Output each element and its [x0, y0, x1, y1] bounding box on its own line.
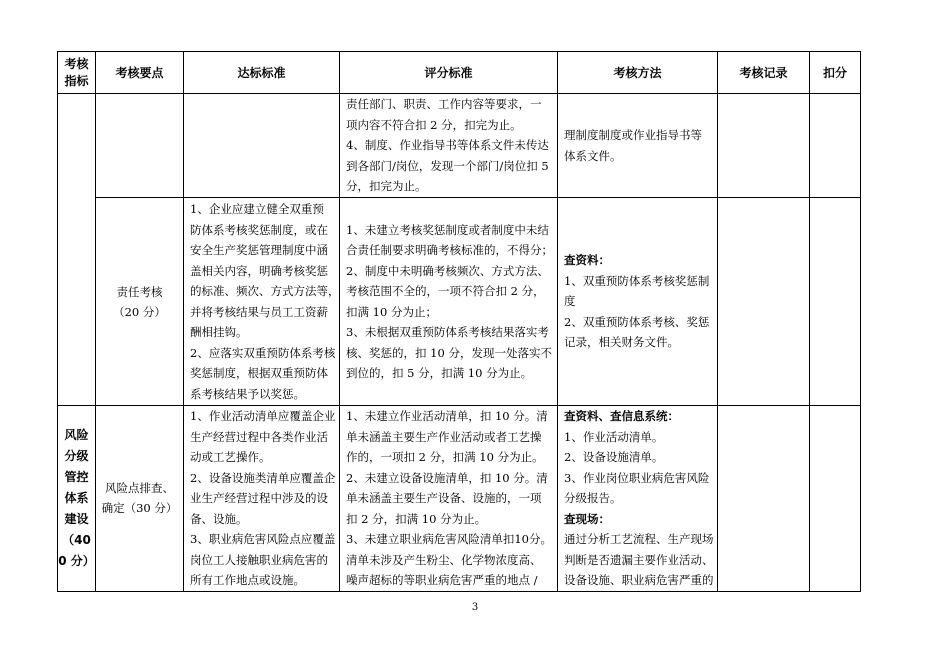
method-line: 1、作业活动清单。 [564, 429, 664, 444]
key-point-cell [96, 94, 184, 198]
standard-cell [184, 406, 340, 592]
deduction-cell [810, 406, 861, 592]
header-scoring: 评分标准 [340, 52, 558, 94]
standard-line: 系考核结果予以奖惩。 [190, 386, 305, 401]
standard-line: 岗位工人接触职业病危害的 [190, 552, 328, 567]
scoring-line: 2、未建立设备设施清单，扣 10 分。清 [346, 470, 548, 485]
scoring-line: 清单未涉及产生粉尘、化学物浓度高、 [346, 552, 542, 567]
scoring-line: 单未涵盖主要生产设备、设施的，一项 [346, 491, 542, 505]
method-cell [558, 94, 718, 198]
table-row [58, 198, 861, 406]
standard-line: 2、应落实双重预防体系考核 [190, 345, 336, 360]
header-deduction: 扣分 [810, 52, 861, 94]
standard-line: 酬相挂钩。 [190, 325, 248, 339]
scoring-line: 3、未根据双重预防体系考核结果落实考 [346, 325, 549, 339]
standard-line: 奖惩制度，根据双重预防体 [190, 366, 328, 380]
scoring-line: 扣 2 分，扣满 10 分为止。 [346, 511, 487, 526]
scoring-line: 扣满 10 分为止； [346, 304, 437, 319]
scoring-line: 1、未建立考核奖惩制度或者制度中未结 [346, 222, 549, 237]
scoring-cell [340, 94, 558, 198]
standard-line: 备、设施。 [190, 511, 248, 526]
indicator-line: 0 分） [58, 553, 95, 568]
scoring-line: 4、制度、作业指导书等体系文件未传达 [346, 138, 549, 153]
standard-line: 盖相关内容，明确考核奖惩 [190, 263, 328, 278]
method-line: 3、作业岗位职业病危害风险 [564, 470, 710, 485]
standard-line: 防体系考核奖惩制度，或在 [190, 222, 328, 237]
method-line: 通过分析工艺流程、生产现场 [564, 532, 714, 546]
deduction-cell [810, 198, 861, 406]
table-row [58, 94, 861, 198]
method-line: 设备设施、职业病危害严重的 [564, 573, 714, 587]
key-point-line: 责任考核 [116, 284, 163, 299]
scoring-line: 合责任制要求明确考核标准的，不得分； [346, 243, 553, 257]
indicator-line: 体系 [64, 490, 89, 505]
standard-line: 3、职业病危害风险点应覆盖 [190, 532, 336, 546]
method-line: 2、设备设施清单。 [564, 450, 664, 464]
indicator-cell-empty [58, 94, 96, 406]
key-point-cell [96, 198, 184, 406]
scoring-line: 项内容不符合扣 2 分，扣完为止。 [346, 117, 522, 132]
method-line: 判断是否遗漏主要作业活动、 [564, 552, 714, 567]
standard-line: 1、企业应建立健全双重预 [190, 202, 324, 216]
method-title: 查资料、查信息系统： [564, 409, 679, 423]
scoring-line: 噪声超标的等职业病危害严重的地点 / [346, 573, 538, 587]
header-indicator: 考核 指标 [58, 52, 96, 94]
standard-line: 安全生产奖惩管理制度中涵 [190, 243, 328, 257]
page-number: 3 [471, 602, 479, 613]
method-title: 查资料： [564, 253, 610, 268]
method-line: 2、双重预防体系考核、奖惩 [564, 314, 710, 329]
scoring-cell [340, 406, 558, 592]
standard-line: 业生产经营过程中涉及的设 [190, 491, 328, 505]
scoring-line: 到各部门/岗位，发现一个部门/岗位扣 5 [346, 158, 549, 173]
scoring-line: 1、未建立作业活动清单，扣 10 分。清 [346, 409, 548, 423]
indicator-line: 管控 [64, 469, 89, 484]
method-cell [558, 406, 718, 592]
assessment-table [57, 51, 861, 592]
scoring-line: 3、未建立职业病危害风险清单扣10分。 [346, 532, 552, 546]
scoring-line: 2、制度中未明确考核频次、方式方法、 [346, 263, 549, 278]
standard-line: 1、作业活动清单应覆盖企业 [190, 409, 336, 423]
method-line: 体系文件。 [564, 148, 622, 163]
indicator-cell [58, 406, 96, 592]
standard-line: 并将考核结果与员工工资薪 [190, 304, 328, 319]
standard-line: 所有工作地点或设施。 [190, 573, 305, 587]
scoring-line: 考核范围不全的，一项不符合扣 2 分， [346, 284, 545, 298]
key-point-line: 风险点排查、 [105, 481, 174, 496]
record-cell [718, 406, 810, 592]
standard-line: 动或工艺操作。 [190, 450, 271, 464]
standard-line: 2、设备设施类清单应覆盖企 [190, 470, 336, 485]
scoring-line: 责任部门、职责、工作内容等要求，一 [346, 97, 542, 112]
deduction-cell [810, 94, 861, 198]
key-point-line: 确定（30 分） [101, 501, 178, 516]
scoring-cell [340, 198, 558, 406]
method-title-2: 查现场： [564, 511, 610, 526]
indicator-line: 建设 [64, 511, 89, 526]
record-cell [718, 94, 810, 198]
method-line: 理制度制度或作业指导书等 [564, 128, 702, 142]
header-key-point: 考核要点 [96, 52, 184, 94]
header-standard: 达标标准 [184, 52, 340, 94]
header-record: 考核记录 [718, 52, 810, 94]
key-point-cell [96, 406, 184, 592]
method-line: 度 [564, 294, 576, 309]
table-header-row [58, 52, 861, 94]
indicator-line: 分级 [64, 448, 89, 463]
indicator-line: 风险 [64, 427, 89, 442]
key-point-line: （20 分） [113, 304, 166, 319]
method-line: 记录，相关财务文件。 [564, 335, 679, 350]
standard-cell [184, 94, 340, 198]
scoring-line: 单未涵盖主要生产作业活动或者工艺操 [346, 429, 542, 444]
scoring-line: 分，扣完为止。 [346, 179, 427, 194]
table-row [58, 406, 861, 592]
standard-line: 的标准、频次、方式方法等， [190, 284, 339, 298]
indicator-line: （40 [62, 532, 91, 547]
scoring-line: 核、奖惩的，扣 10 分，发现一处落实不 [346, 345, 552, 360]
method-line: 分级报告。 [564, 491, 622, 505]
record-cell [718, 198, 810, 406]
method-cell [558, 198, 718, 406]
standard-cell [184, 198, 340, 406]
standard-line: 生产经营过程中各类作业活 [190, 429, 328, 444]
header-method: 考核方法 [558, 52, 718, 94]
method-line: 1、双重预防体系考核奖惩制 [564, 273, 710, 288]
scoring-line: 作的，一项扣 2 分，扣满 10 分为止。 [346, 450, 544, 464]
scoring-line: 到位的，扣 5 分，扣满 10 分为止。 [346, 366, 533, 380]
